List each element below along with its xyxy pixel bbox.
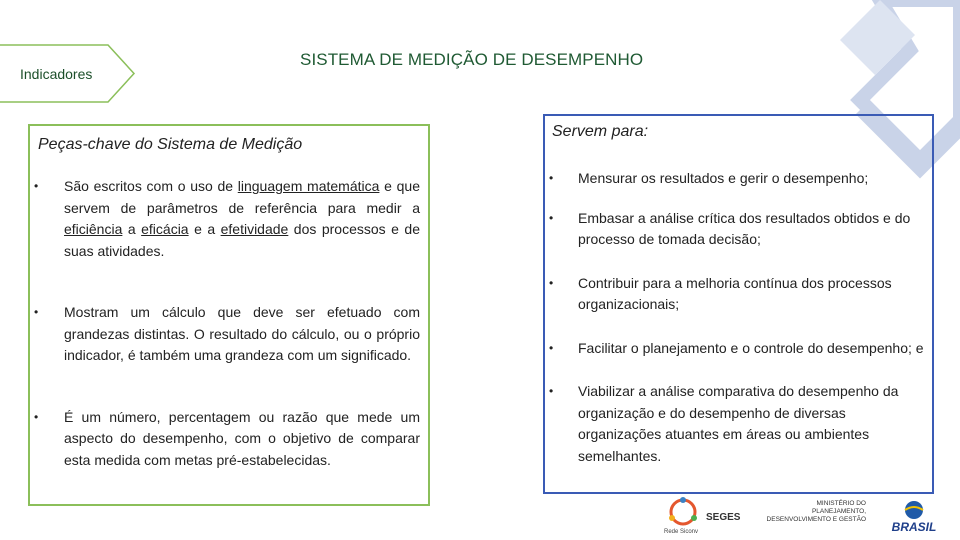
brasil-government-logo [870,498,958,536]
rede-siconv-label: Rede Siconv [664,529,699,535]
purposes-panel [543,114,934,494]
list-item: • São escritos com o uso de linguagem matemática e que servem de parâmetros de referência para medir a eficiência a eficácia e a efetividade dos processos e de suas atividades. [34,178,420,259]
bullet-icon: • [34,179,39,193]
section-tag-label: Indicadores [20,66,93,82]
bullet-icon: • [34,409,39,424]
list-item: • Mensurar os resultados e gerir o desempenho; [545,168,932,190]
key-pieces-title: Peças-chave do Sistema de Medição [38,136,303,153]
ministry-logo: MINISTÉRIO DO PLANEJAMENTO, DESENVOLVIMENTO E GESTÃO [766,500,866,523]
list-item: • Contribuir para a melhoria contínua dos processos organizacionais; [549,274,892,312]
seges-logo: SEGES [706,512,741,523]
bullet-icon: • [549,340,554,355]
bullet-icon: • [34,305,39,319]
footer-logos [660,494,960,540]
purposes-title: Servem para: [552,123,649,140]
bullet-icon: • [549,384,554,398]
list-item: • Viabilizar a análise comparativa do desempenho da organização e do desempenho de diversas organizações atuantes em áreas ou ambientes semelhantes. [549,383,899,464]
bullet-icon: • [549,171,554,185]
svg-text:BRASIL: BRASIL [891,520,937,534]
purposes-list [545,168,932,489]
list-item: • Facilitar o planejamento e o controle do desempenho; e [545,338,932,360]
key-pieces-list [30,176,428,511]
bullet-icon: • [549,275,554,290]
page-title: SISTEMA DE MEDIÇÃO DE DESEMPENHO [300,50,644,69]
bullet-icon: • [549,210,554,225]
key-pieces-panel [28,124,430,506]
list-item: • Mostram um cálculo que deve ser efetuado com grandezas distintas. O resultado do cálculo, ou o próprio indicador, é também uma grandeza com um significado. [34,304,420,363]
list-item: • Embasar a análise crítica dos resultados obtidos e do processo de tomada decisão; [549,209,911,247]
list-item: • É um número, percentagem ou razão que mede um aspecto do desempenho, com o objetivo de comparar esta medida com metas pré-estabelecidas. [34,408,420,468]
